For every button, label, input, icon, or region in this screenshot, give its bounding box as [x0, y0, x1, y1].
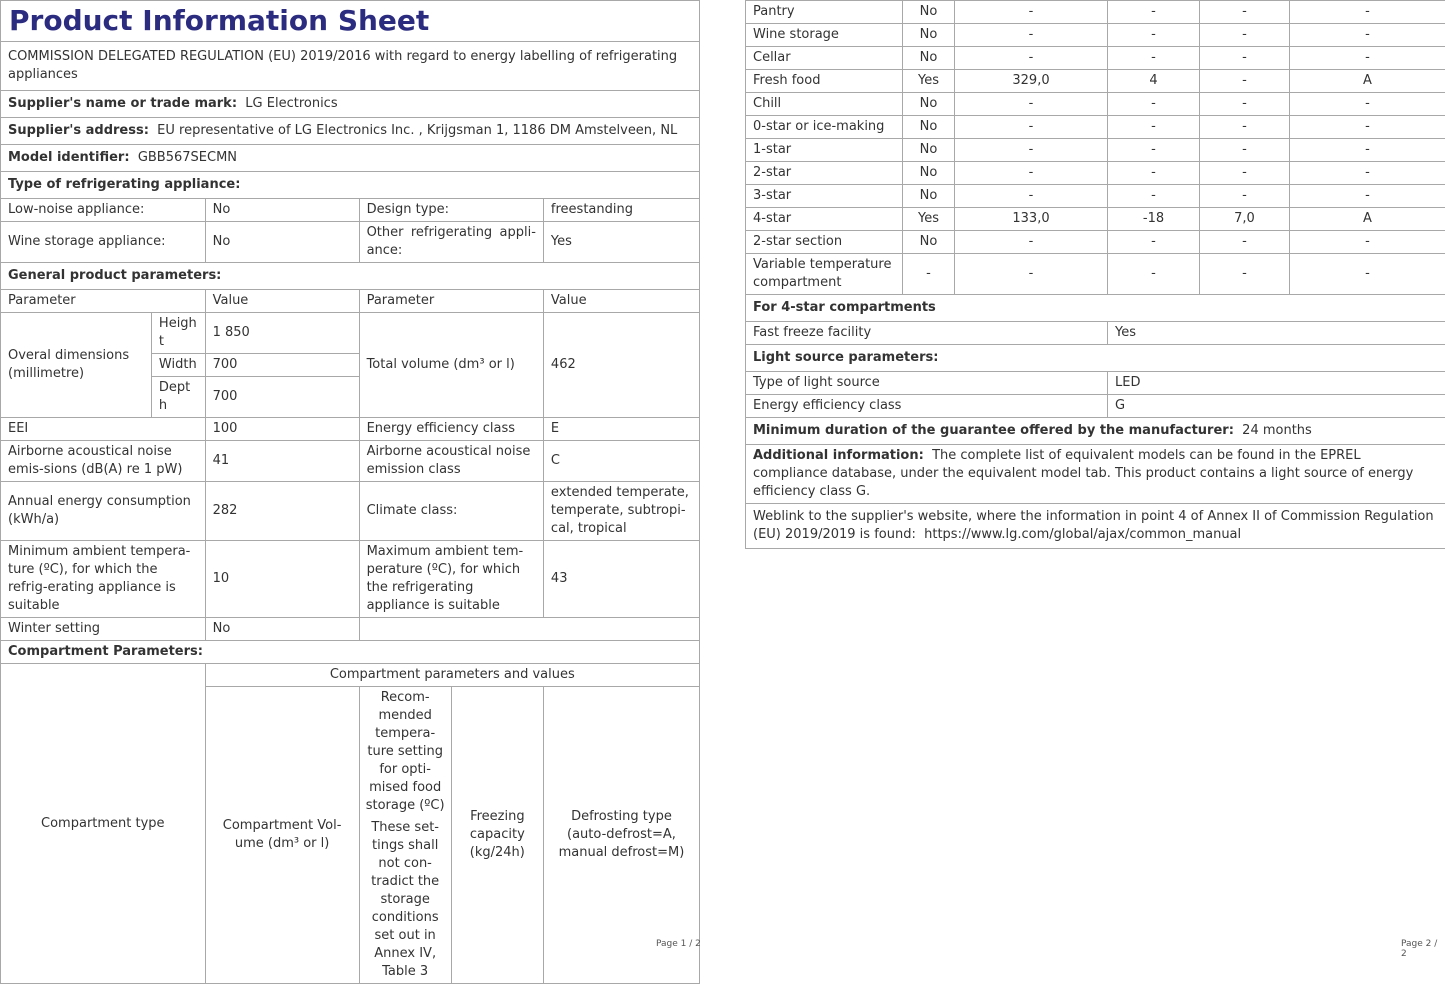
- winter-empty: [359, 618, 699, 641]
- compartment-row: [746, 185, 1445, 208]
- compartment-freezing: -: [1200, 162, 1290, 185]
- compartment-volume: 133,0: [955, 208, 1108, 231]
- compartment-freezing: -: [1200, 231, 1290, 254]
- compartment-freezing: -: [1200, 70, 1290, 93]
- compartment-name: 2-star section: [746, 231, 903, 254]
- compartment-present: No: [903, 162, 955, 185]
- noise-value: 41: [205, 441, 359, 482]
- eclass-value: E: [543, 418, 699, 441]
- compartment-heading: Compartment Parameters:: [1, 641, 700, 664]
- comp-temp-title: Recom-mended tempera-ture setting for opti-mised food storage (ºC): [364, 689, 447, 815]
- min-temp-label: Minimum ambient tempera-ture (ºC), for which the refrig-erating appliance is suitable: [1, 541, 206, 618]
- compartment-defrost: -: [1290, 47, 1445, 70]
- compartment-temp: -: [1108, 139, 1200, 162]
- height-value: 1 850: [205, 313, 359, 354]
- compartment-name: Variable temperature compartment: [746, 254, 903, 295]
- eei-label: EEI: [1, 418, 206, 441]
- compartment-defrost: -: [1290, 254, 1445, 295]
- compartment-table: [745, 0, 1445, 549]
- noise-class-label: Airborne acoustical noise emission class: [359, 441, 543, 482]
- address-value: EU representative of LG Electronics Inc. , Krijgsman 1, 1186 DM Amstelveen, NL: [157, 123, 677, 138]
- compartment-row: [746, 1, 1445, 24]
- compartment-present: -: [903, 254, 955, 295]
- total-volume-value: 462: [543, 313, 699, 418]
- noise-label: Airborne acoustical noise emis-sions (dB(A) re 1 pW): [1, 441, 206, 482]
- compartment-row: [746, 139, 1445, 162]
- compartment-volume: -: [955, 93, 1108, 116]
- climate-label: Climate class:: [359, 482, 543, 541]
- comp-values-heading: Compartment parameters and values: [205, 664, 699, 687]
- compartment-freezing: -: [1200, 93, 1290, 116]
- page-2-footer: Page 2 / 2: [1401, 939, 1445, 959]
- compartment-row: [746, 231, 1445, 254]
- light-class-label: Energy efficiency class: [746, 395, 1108, 418]
- compartment-freezing: -: [1200, 116, 1290, 139]
- page-2: [745, 0, 1445, 549]
- comp-volume-header: Compartment Vol-ume (dm³ or l): [205, 687, 359, 984]
- compartment-volume: -: [955, 47, 1108, 70]
- supplier-row: [1, 91, 700, 118]
- weblink-url[interactable]: https://www.lg.com/global/ajax/common_manual: [924, 527, 1241, 542]
- low-noise-value: No: [205, 199, 359, 222]
- page-title: Product Information Sheet: [1, 1, 700, 42]
- compartment-name: Chill: [746, 93, 903, 116]
- model-value: GBB567SECMN: [138, 150, 237, 165]
- dims-label: Overal dimensions (millimetre): [1, 313, 152, 418]
- compartment-volume: -: [955, 116, 1108, 139]
- compartment-freezing: -: [1200, 254, 1290, 295]
- guarantee-label: Minimum duration of the guarantee offered by the manufacturer:: [753, 423, 1234, 438]
- compartment-temp: -: [1108, 24, 1200, 47]
- model-row: [1, 145, 700, 172]
- compartment-present: No: [903, 116, 955, 139]
- compartment-temp: -: [1108, 254, 1200, 295]
- compartment-temp: -: [1108, 1, 1200, 24]
- compartment-volume: -: [955, 162, 1108, 185]
- compartment-temp: -: [1108, 185, 1200, 208]
- comp-freezing-header: Freezing capacity (kg/24h): [451, 687, 543, 984]
- compartment-volume: -: [955, 231, 1108, 254]
- additional-row: [746, 445, 1445, 504]
- compartment-row: [746, 93, 1445, 116]
- compartment-freezing: -: [1200, 24, 1290, 47]
- light-class-value: G: [1108, 395, 1445, 418]
- additional-label: Additional information:: [753, 448, 924, 463]
- compartment-volume: -: [955, 139, 1108, 162]
- address-label: Supplier's address:: [8, 123, 149, 138]
- weblink-row: [746, 504, 1445, 549]
- compartment-defrost: A: [1290, 208, 1445, 231]
- wine-value: No: [205, 222, 359, 263]
- max-temp-value: 43: [543, 541, 699, 618]
- compartment-volume: -: [955, 254, 1108, 295]
- compartment-volume: -: [955, 24, 1108, 47]
- page-1-footer: Page 1 / 2: [656, 939, 701, 949]
- col-parameter: Parameter: [1, 290, 206, 313]
- compartment-present: No: [903, 93, 955, 116]
- total-volume-label: Total volume (dm³ or l): [359, 313, 543, 418]
- wine-label: Wine storage appliance:: [1, 222, 206, 263]
- compartment-temp: -: [1108, 231, 1200, 254]
- fast-freeze-value: Yes: [1108, 322, 1445, 345]
- height-label: Height: [151, 313, 205, 354]
- compartment-name: 3-star: [746, 185, 903, 208]
- low-noise-label: Low-noise appliance:: [1, 199, 206, 222]
- design-value: freestanding: [543, 199, 699, 222]
- compartment-defrost: -: [1290, 162, 1445, 185]
- compartment-temp: -: [1108, 116, 1200, 139]
- compartment-temp: -: [1108, 93, 1200, 116]
- compartment-present: No: [903, 231, 955, 254]
- compartment-freezing: -: [1200, 1, 1290, 24]
- supplier-label: Supplier's name or trade mark:: [8, 96, 237, 111]
- compartment-row: [746, 116, 1445, 139]
- compartment-name: 2-star: [746, 162, 903, 185]
- other-label: Other refrigerating appli-ance:: [359, 222, 543, 263]
- comp-defrost-header: Defrosting type (auto-defrost=A, manual defrost=M): [543, 687, 699, 984]
- eei-value: 100: [205, 418, 359, 441]
- compartment-temp: 4: [1108, 70, 1200, 93]
- compartment-defrost: -: [1290, 1, 1445, 24]
- compartment-defrost: -: [1290, 139, 1445, 162]
- compartment-row: [746, 254, 1445, 295]
- climate-value: extended temperate, temperate, subtropi-cal, tropical: [543, 482, 699, 541]
- compartment-defrost: -: [1290, 116, 1445, 139]
- guarantee-row: [746, 418, 1445, 445]
- winter-label: Winter setting: [1, 618, 206, 641]
- compartment-present: No: [903, 139, 955, 162]
- winter-value: No: [205, 618, 359, 641]
- compartment-name: 4-star: [746, 208, 903, 231]
- depth-label: Depth: [151, 377, 205, 418]
- aec-value: 282: [205, 482, 359, 541]
- depth-value: 700: [205, 377, 359, 418]
- compartment-row: [746, 162, 1445, 185]
- compartment-name: 0-star or ice-making: [746, 116, 903, 139]
- compartment-row: [746, 47, 1445, 70]
- compartment-temp: -: [1108, 47, 1200, 70]
- compartment-present: No: [903, 1, 955, 24]
- comp-temp-note: These set-tings shall not con-tradict the storage conditions set out in Annex IV, Table 3: [364, 819, 447, 981]
- compartment-present: No: [903, 24, 955, 47]
- eclass-label: Energy efficiency class: [359, 418, 543, 441]
- weblink-text: Weblink to the supplier's website, where the information in point 4 of Annex II of Commission Regulation (EU) 2019/2019 is found:: [753, 509, 1434, 542]
- compartment-present: Yes: [903, 70, 955, 93]
- compartment-row: [746, 70, 1445, 93]
- comp-temp-header: [359, 687, 451, 984]
- guarantee-value: 24 months: [1242, 423, 1312, 438]
- light-type-value: LED: [1108, 372, 1445, 395]
- model-label: Model identifier:: [8, 150, 130, 165]
- compartment-name: Pantry: [746, 1, 903, 24]
- compartment-temp: -18: [1108, 208, 1200, 231]
- type-heading: Type of refrigerating appliance:: [1, 172, 700, 199]
- compartment-defrost: -: [1290, 231, 1445, 254]
- compartment-temp: -: [1108, 162, 1200, 185]
- compartment-present: No: [903, 185, 955, 208]
- width-label: Width: [151, 354, 205, 377]
- comp-type-header: Compartment type: [1, 664, 206, 984]
- col-value: Value: [205, 290, 359, 313]
- compartment-present: Yes: [903, 208, 955, 231]
- general-heading: General product parameters:: [1, 263, 700, 290]
- compartment-volume: 329,0: [955, 70, 1108, 93]
- compartment-defrost: -: [1290, 93, 1445, 116]
- compartment-freezing: -: [1200, 47, 1290, 70]
- compartment-defrost: A: [1290, 70, 1445, 93]
- compartment-name: Fresh food: [746, 70, 903, 93]
- design-label: Design type:: [359, 199, 543, 222]
- compartment-freezing: 7,0: [1200, 208, 1290, 231]
- fast-freeze-label: Fast freeze facility: [746, 322, 1108, 345]
- compartment-defrost: -: [1290, 24, 1445, 47]
- compartment-name: 1-star: [746, 139, 903, 162]
- address-row: [1, 118, 700, 145]
- page-1: [0, 0, 700, 984]
- compartment-name: Wine storage: [746, 24, 903, 47]
- compartment-defrost: -: [1290, 185, 1445, 208]
- compartment-volume: -: [955, 1, 1108, 24]
- compartment-present: No: [903, 47, 955, 70]
- aec-label: Annual energy consumption (kWh/a): [1, 482, 206, 541]
- compartment-freezing: -: [1200, 139, 1290, 162]
- compartment-freezing: -: [1200, 185, 1290, 208]
- light-type-label: Type of light source: [746, 372, 1108, 395]
- compartment-volume: -: [955, 185, 1108, 208]
- compartment-name: Cellar: [746, 47, 903, 70]
- width-value: 700: [205, 354, 359, 377]
- compartment-row: [746, 24, 1445, 47]
- other-value: Yes: [543, 222, 699, 263]
- compartment-rows: [746, 1, 1445, 295]
- regulation-text: COMMISSION DELEGATED REGULATION (EU) 2019/2016 with regard to energy labelling of refrigerating appliances: [1, 42, 700, 91]
- max-temp-label: Maximum ambient tem-perature (ºC), for which the refrigerating appliance is suitable: [359, 541, 543, 618]
- min-temp-value: 10: [205, 541, 359, 618]
- noise-class-value: C: [543, 441, 699, 482]
- four-star-heading: For 4-star compartments: [746, 295, 1445, 322]
- col-value-2: Value: [543, 290, 699, 313]
- info-sheet-table: [0, 0, 700, 984]
- col-parameter-2: Parameter: [359, 290, 543, 313]
- supplier-value: LG Electronics: [245, 96, 337, 111]
- compartment-row: [746, 208, 1445, 231]
- additional-value: The complete list of equivalent models can be found in the EPREL compliance database, under the equivalent model tab. This product contains a light source of energy efficiency class G.: [753, 448, 1413, 499]
- light-heading: Light source parameters:: [746, 345, 1445, 372]
